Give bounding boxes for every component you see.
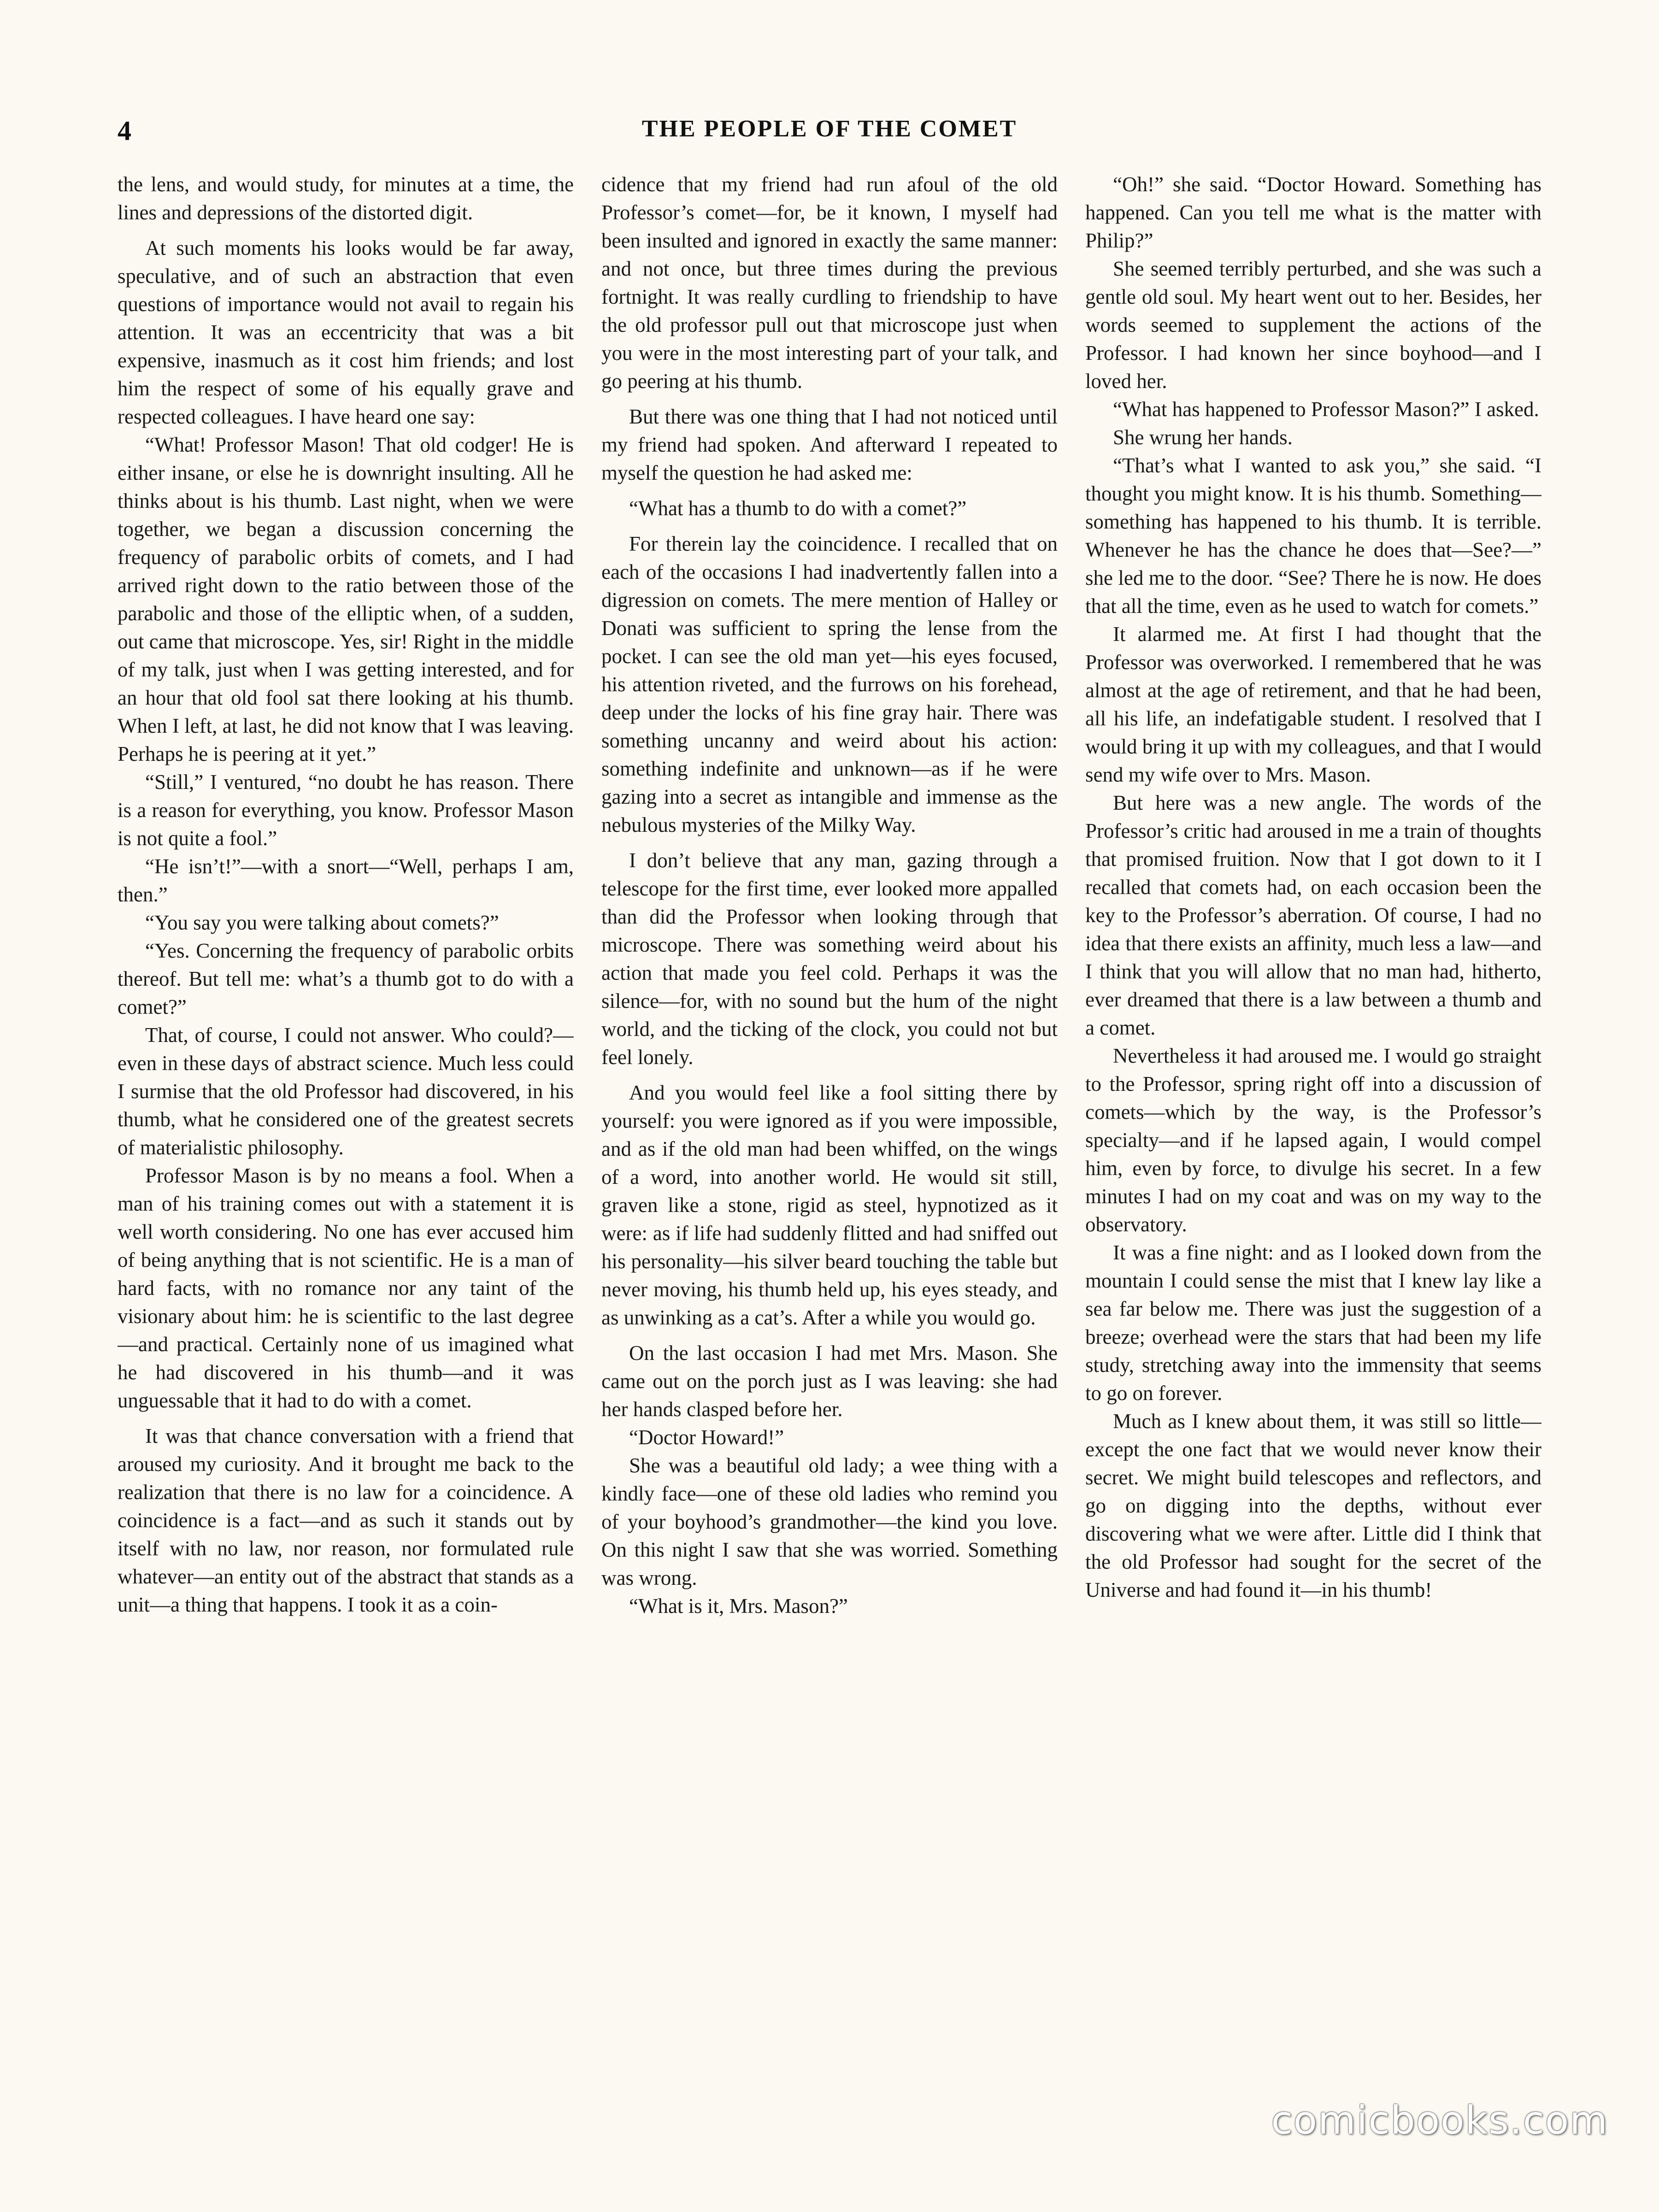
paragraph: It was a fine night: and as I looked down from the mountain I could sense the mist that I knew lay like a sea far below me. There was just the suggestion of a breeze; overhead were the stars that had been my life study, stretching away into the immensity that seems to go on forever. bbox=[1085, 1241, 1541, 1405]
paragraph: She seemed terribly perturbed, and she was such a gentle old soul. My heart went out to her. Besides, her words seemed to supplement the actions of the Professor. I had known her since boyhood—and I loved her. bbox=[1085, 257, 1541, 393]
paragraph: That, of course, I could not answer. Who could?—even in these days of abstract science. Much less could I surmise that the old Professor had discovered, in his thumb, what he considered one of the greatest secrets of materialistic philosophy. bbox=[118, 1024, 574, 1159]
paragraph: On the last occasion I had met Mrs. Mason. She came out on the porch just as I was leaving: she had her hands clasped before her. bbox=[601, 1341, 1058, 1421]
paragraph: “What has happened to Professor Mason?” I asked. bbox=[1113, 398, 1539, 421]
paragraph: “You say you were talking about comets?” bbox=[145, 911, 499, 934]
paragraph: “What is it, Mrs. Mason?” bbox=[629, 1594, 848, 1618]
paragraph: She wrung her hands. bbox=[1113, 426, 1293, 449]
running-title: THE PEOPLE OF THE COMET bbox=[641, 116, 1018, 142]
paragraph: Nevertheless it had aroused me. I would go straight to the Professor, spring right off into a discussion of comets—which by the way, is the Professor’s specialty—and if he lapsed again, I would compel him, even by force, to divulge his secret. In a few minutes I had on my coat and was on my way to the observatory. bbox=[1085, 1044, 1541, 1236]
paragraph: It was that chance conversation with a friend that aroused my curiosity. And it brought me back to the realization that there is no law for a coincidence. A coincidence is a fact—and as such it stands out by itself with no law, nor reason, nor formulated rule whatever—an entity out of the abstract that stands as a unit—a thing that happens. I took it as a coin- bbox=[118, 1424, 574, 1616]
page-number: 4 bbox=[118, 116, 131, 146]
column-3 bbox=[1085, 171, 1541, 2074]
paragraph: “What has a thumb to do with a comet?” bbox=[629, 497, 967, 520]
text-columns bbox=[118, 171, 1541, 2074]
column-1 bbox=[118, 171, 574, 2074]
page-header bbox=[118, 115, 1541, 152]
paragraph: For therein lay the coincidence. I recalled that on each of the occasions I had inadvertently fallen into a digression on comets. The mere mention of Halley or Donati was sufficient to spring the lense from the pocket. I can see the old man yet—his eyes focused, his attention riveted, and the furrows on his forehead, deep under the locks of his fine gray hair. There was something uncanny and weird about his action: something indefinite and unknown—as if he were gazing into a secret as intangible and immense as the nebulous mysteries of the Milky Way. bbox=[601, 532, 1058, 836]
paragraph: At such moments his looks would be far away, speculative, and of such an abstraction that even questions of importance would not avail to regain his attention. It was an eccentricity that was a bit expensive, inasmuch as it cost him friends; and lost him the respect of some of his equally grave and respected colleagues. I have heard one say: bbox=[118, 236, 574, 428]
paragraph: “That’s what I wanted to ask you,” she said. “I thought you might know. It is his thumb. Something—something has happened to his thumb. It is terrible. Whenever he has the chance he does that—See?—” she led me to the door. “See? There he is now. He does that all the time, even as he used to watch for comets.” bbox=[1085, 454, 1541, 618]
paragraph: “What! Professor Mason! That old codger! He is either insane, or else he is downright insulting. All he thinks about is his thumb. Last night, when we were together, we began a discussion concerning the frequency of parabolic orbits of comets, and I had arrived right down to the ratio between those of the parabolic and those of the elliptic when, of a sudden, out came that microscope. Yes, sir! Right in the middle of my talk, just when I was getting interested, and for an hour that old fool sat there looking at his thumb. When I left, at last, he did not know that I was leaving. Perhaps he is peering at it yet.” bbox=[118, 433, 574, 765]
paragraph: “Yes. Concerning the frequency of parabolic orbits thereof. But tell me: what’s a thumb got to do with a comet?” bbox=[118, 939, 574, 1018]
paragraph: “Still,” I ventured, “no doubt he has reason. There is a reason for everything, you know. Professor Mason is not quite a fool.” bbox=[118, 771, 574, 850]
paragraph: “Oh!” she said. “Doctor Howard. Something has happened. Can you tell me what is the matter with Philip?” bbox=[1085, 173, 1541, 252]
paragraph: Much as I knew about them, it was still so little—except the one fact that we would never know their secret. We might build telescopes and reflectors, and go on digging into the depths, without ever discovering what we were after. Little did I think that the old Professor had sought for the secret of the Universe and had found it—in his thumb! bbox=[1085, 1410, 1541, 1601]
paragraph: It alarmed me. At first I had thought that the Professor was overworked. I remembered that he was almost at the age of retirement, and that he had been, all his life, an indefatigable student. I resolved that I would bring it up with my colleagues, and that I would send my wife over to Mrs. Mason. bbox=[1085, 623, 1541, 786]
paragraph: cidence that my friend had run afoul of the old Professor’s comet—for, be it known, I myself had been insulted and ignored in exactly the same manner: and not once, but three times during the previous fortnight. It was really curdling to friendship to have the old professor pull out that microscope just when you were in the most interesting part of your talk, and go peering at his thumb. bbox=[601, 173, 1058, 393]
paragraph: But here was a new angle. The words of the Professor’s critic had aroused in me a train of thoughts that promised fruition. Now that I got down to it I recalled that comets had, on each occasion been the key to the Professor’s aberration. Of course, I had no idea that there exists an affinity, much less a law—and I think that you will allow that no man had, hitherto, ever dreamed that there is a law between a thumb and a comet. bbox=[1085, 791, 1541, 1039]
paragraph: She was a beautiful old lady; a wee thing with a kindly face—one of these old ladies who remind you of your boyhood’s grandmother—the kind you love. On this night I saw that she was worried. Something was wrong. bbox=[601, 1454, 1058, 1589]
paragraph: I don’t believe that any man, gazing through a telescope for the first time, ever looked more appalled than did the Professor when looking through that microscope. There was something weird about his action that made you feel cold. Perhaps it was the silence—for, with no sound but the hum of the night world, and the ticking of the clock, you could not but feel lonely. bbox=[601, 849, 1058, 1069]
paragraph: And you would feel like a fool sitting there by yourself: you were ignored as if you were impossible, and as if the old man had been whiffed, on the wings of a word, into another world. He would sit still, graven like a stone, rigid as steel, hypnotized as it were: as if life had suddenly flitted and had sniffed out his personality—his silver beard touching the table but never moving, his thumb held up, his eyes steady, and as unwinking as a cat’s. After a while you would go. bbox=[601, 1081, 1058, 1329]
column-2 bbox=[601, 171, 1058, 2074]
site-watermark: comicbooks.com bbox=[1271, 2098, 1608, 2143]
paragraph: the lens, and would study, for minutes at a time, the lines and depressions of the distorted digit. bbox=[118, 173, 574, 224]
paragraph: Professor Mason is by no means a fool. When a man of his training comes out with a statement it is well worth considering. No one has ever accused him of being anything that is not scientific. He is a man of hard facts, with no romance nor any taint of the visionary about him: he is scientific to the last degree—and practical. Certainly none of us imagined what he had discovered in his thumb—and it was unguessable that it had to do with a comet. bbox=[118, 1164, 574, 1412]
paragraph: “Doctor Howard!” bbox=[629, 1426, 784, 1449]
paragraph: “He isn’t!”—with a snort—“Well, perhaps I am, then.” bbox=[118, 855, 574, 906]
paragraph: But there was one thing that I had not noticed until my friend had spoken. And afterward I repeated to myself the question he had asked me: bbox=[601, 405, 1058, 484]
